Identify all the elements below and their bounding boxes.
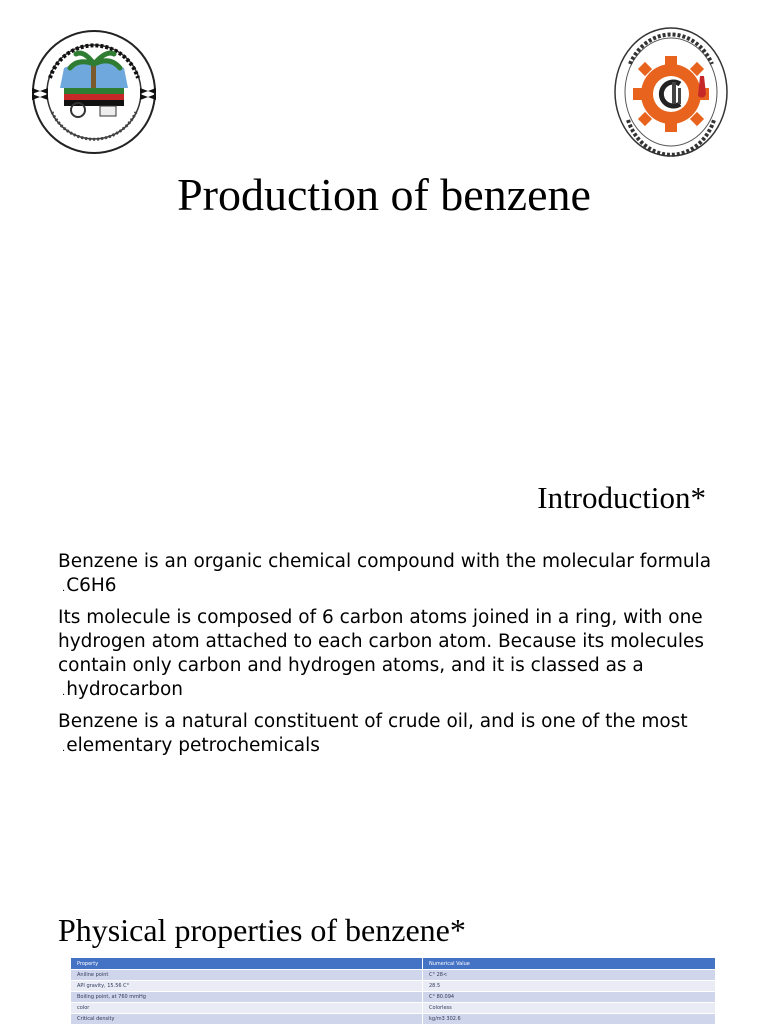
table-row xyxy=(71,992,716,1003)
period-mark: . xyxy=(62,687,66,698)
table-cell: API gravity, 15.56 C° xyxy=(71,981,423,992)
paragraph-tail xyxy=(58,678,738,705)
table-cell: Boiling point, at 760 mmHg xyxy=(71,992,423,1003)
paragraph-text: Benzene is a natural constituent of crude oil, and is one of the most xyxy=(58,711,688,732)
column-header: Property xyxy=(71,958,423,970)
table-header-row xyxy=(71,958,716,970)
paragraph-text: Benzene is an organic chemical compound with the molecular formula xyxy=(58,551,712,572)
physical-properties-heading: Physical properties of benzene* xyxy=(58,912,466,948)
table-cell: Colorless xyxy=(423,1003,716,1014)
period-mark: . xyxy=(62,583,66,594)
intro-paragraph xyxy=(58,550,738,601)
table-row xyxy=(71,981,716,992)
intro-paragraph xyxy=(58,710,738,761)
period-mark: . xyxy=(62,743,66,754)
paragraph-tail-text: C6H6 xyxy=(66,575,117,596)
table-cell: color xyxy=(71,1003,423,1014)
table-row xyxy=(71,1003,716,1014)
table-cell: C° 80.094 xyxy=(423,992,716,1003)
introduction-body xyxy=(58,550,738,766)
column-header: Numerical Value xyxy=(423,958,716,970)
page-title: Production of benzene xyxy=(177,169,591,220)
chemical-department-gear-logo-icon xyxy=(612,24,730,160)
table-row xyxy=(71,1014,716,1025)
paragraph-tail-text: elementary petrochemicals xyxy=(66,735,320,756)
table-cell: C° 28< xyxy=(423,970,716,981)
table-cell: Aniline point xyxy=(71,970,423,981)
introduction-heading: Introduction* xyxy=(537,480,706,515)
paragraph-tail xyxy=(58,734,738,761)
table-cell: Critical density xyxy=(71,1014,423,1025)
paragraph-tail-text: hydrocarbon xyxy=(66,679,184,700)
intro-paragraph xyxy=(58,606,738,705)
table-cell: kg/m3 302.6 xyxy=(423,1014,716,1025)
paragraph-text: Its molecule is composed of 6 carbon atoms joined in a ring, with one hydrogen atom attached to each carbon atom. Because its molecules contain only carbon and hydrogen atoms, and it is classed as a xyxy=(58,607,705,676)
table-cell: 28.5 xyxy=(423,981,716,992)
physical-properties-table xyxy=(70,957,716,1025)
paragraph-tail xyxy=(58,574,738,601)
university-seal-icon xyxy=(30,28,158,156)
table-row xyxy=(71,970,716,981)
